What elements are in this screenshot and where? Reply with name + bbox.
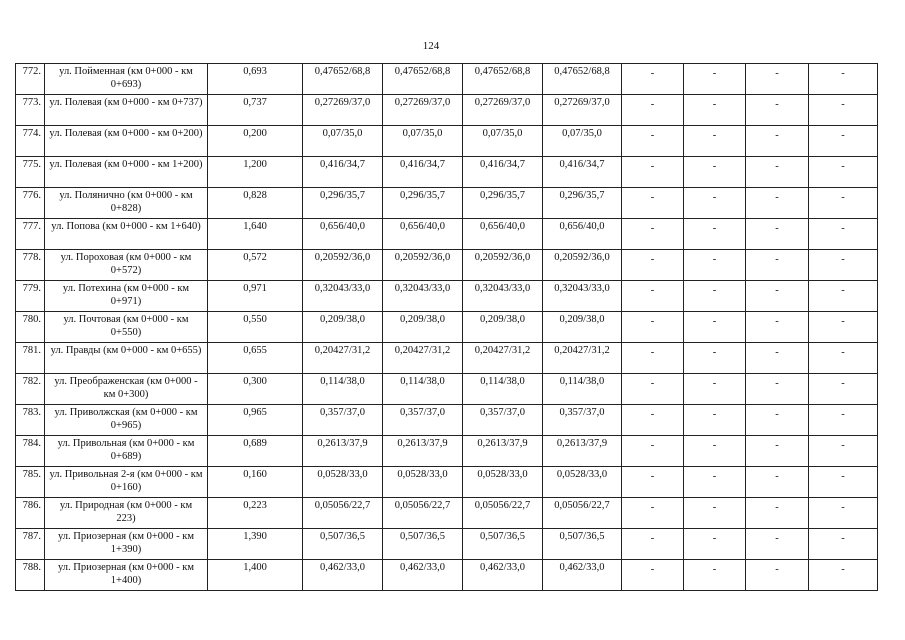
- empty-value-2: -: [684, 498, 746, 529]
- value-2: 0,2613/37,9: [383, 436, 463, 467]
- table-row: [16, 405, 878, 436]
- empty-value-3: -: [746, 126, 809, 157]
- length-km: 0,971: [208, 281, 303, 312]
- value-3: 0,20427/31,2: [463, 343, 543, 374]
- table-row: [16, 281, 878, 312]
- value-3: 0,296/35,7: [463, 188, 543, 219]
- empty-value-1: -: [622, 126, 684, 157]
- value-4: 0,209/38,0: [543, 312, 622, 343]
- length-km: 0,550: [208, 312, 303, 343]
- empty-value-4: -: [809, 250, 878, 281]
- value-1: 0,416/34,7: [303, 157, 383, 188]
- value-1: 0,2613/37,9: [303, 436, 383, 467]
- value-1: 0,114/38,0: [303, 374, 383, 405]
- value-3: 0,209/38,0: [463, 312, 543, 343]
- empty-value-1: -: [622, 436, 684, 467]
- row-number: 774.: [16, 126, 45, 157]
- value-2: 0,656/40,0: [383, 219, 463, 250]
- street-name: ул. Полевая (км 0+000 - км 0+200): [45, 126, 208, 157]
- value-2: 0,416/34,7: [383, 157, 463, 188]
- value-2: 0,27269/37,0: [383, 95, 463, 126]
- value-2: 0,462/33,0: [383, 560, 463, 591]
- row-number: 777.: [16, 219, 45, 250]
- length-km: 0,737: [208, 95, 303, 126]
- table-row: [16, 95, 878, 126]
- empty-value-2: -: [684, 188, 746, 219]
- empty-value-1: -: [622, 219, 684, 250]
- row-number: 784.: [16, 436, 45, 467]
- length-km: 0,693: [208, 64, 303, 95]
- table-row: [16, 157, 878, 188]
- length-km: 1,200: [208, 157, 303, 188]
- empty-value-1: -: [622, 467, 684, 498]
- value-1: 0,32043/33,0: [303, 281, 383, 312]
- value-4: 0,296/35,7: [543, 188, 622, 219]
- value-3: 0,507/36,5: [463, 529, 543, 560]
- empty-value-1: -: [622, 498, 684, 529]
- value-3: 0,2613/37,9: [463, 436, 543, 467]
- value-1: 0,462/33,0: [303, 560, 383, 591]
- length-km: 0,200: [208, 126, 303, 157]
- empty-value-3: -: [746, 157, 809, 188]
- empty-value-1: -: [622, 529, 684, 560]
- length-km: 0,572: [208, 250, 303, 281]
- value-3: 0,0528/33,0: [463, 467, 543, 498]
- value-3: 0,656/40,0: [463, 219, 543, 250]
- empty-value-4: -: [809, 281, 878, 312]
- empty-value-4: -: [809, 188, 878, 219]
- roads-table: [15, 63, 878, 591]
- empty-value-4: -: [809, 343, 878, 374]
- row-number: 786.: [16, 498, 45, 529]
- value-4: 0,656/40,0: [543, 219, 622, 250]
- value-1: 0,20427/31,2: [303, 343, 383, 374]
- table-row: [16, 436, 878, 467]
- empty-value-4: -: [809, 498, 878, 529]
- value-4: 0,416/34,7: [543, 157, 622, 188]
- value-4: 0,357/37,0: [543, 405, 622, 436]
- table-row: [16, 250, 878, 281]
- value-3: 0,357/37,0: [463, 405, 543, 436]
- empty-value-2: -: [684, 529, 746, 560]
- value-3: 0,462/33,0: [463, 560, 543, 591]
- value-1: 0,507/36,5: [303, 529, 383, 560]
- empty-value-1: -: [622, 95, 684, 126]
- value-1: 0,27269/37,0: [303, 95, 383, 126]
- value-1: 0,47652/68,8: [303, 64, 383, 95]
- value-3: 0,416/34,7: [463, 157, 543, 188]
- street-name: ул. Пороховая (км 0+000 - км 0+572): [45, 250, 208, 281]
- row-number: 781.: [16, 343, 45, 374]
- value-1: 0,05056/22,7: [303, 498, 383, 529]
- street-name: ул. Полевая (км 0+000 - км 0+737): [45, 95, 208, 126]
- table-row: [16, 312, 878, 343]
- street-name: ул. Попова (км 0+000 - км 1+640): [45, 219, 208, 250]
- table-row: [16, 374, 878, 405]
- length-km: 0,223: [208, 498, 303, 529]
- value-2: 0,209/38,0: [383, 312, 463, 343]
- empty-value-1: -: [622, 157, 684, 188]
- empty-value-2: -: [684, 157, 746, 188]
- value-2: 0,20427/31,2: [383, 343, 463, 374]
- street-name: ул. Правды (км 0+000 - км 0+655): [45, 343, 208, 374]
- empty-value-2: -: [684, 126, 746, 157]
- value-4: 0,32043/33,0: [543, 281, 622, 312]
- empty-value-1: -: [622, 374, 684, 405]
- row-number: 776.: [16, 188, 45, 219]
- length-km: 0,160: [208, 467, 303, 498]
- table-row: [16, 560, 878, 591]
- empty-value-2: -: [684, 312, 746, 343]
- table-body: [16, 64, 878, 591]
- row-number: 773.: [16, 95, 45, 126]
- street-name: ул. Привольная 2-я (км 0+000 - км 0+160): [45, 467, 208, 498]
- value-3: 0,07/35,0: [463, 126, 543, 157]
- row-number: 772.: [16, 64, 45, 95]
- value-4: 0,20592/36,0: [543, 250, 622, 281]
- street-name: ул. Потехина (км 0+000 - км 0+971): [45, 281, 208, 312]
- empty-value-1: -: [622, 405, 684, 436]
- street-name: ул. Приволжская (км 0+000 - км 0+965): [45, 405, 208, 436]
- value-1: 0,20592/36,0: [303, 250, 383, 281]
- empty-value-2: -: [684, 250, 746, 281]
- street-name: ул. Привольная (км 0+000 - км 0+689): [45, 436, 208, 467]
- value-3: 0,114/38,0: [463, 374, 543, 405]
- empty-value-3: -: [746, 64, 809, 95]
- value-2: 0,114/38,0: [383, 374, 463, 405]
- value-2: 0,05056/22,7: [383, 498, 463, 529]
- empty-value-4: -: [809, 405, 878, 436]
- length-km: 0,655: [208, 343, 303, 374]
- empty-value-3: -: [746, 312, 809, 343]
- empty-value-1: -: [622, 188, 684, 219]
- empty-value-4: -: [809, 126, 878, 157]
- empty-value-2: -: [684, 467, 746, 498]
- empty-value-3: -: [746, 405, 809, 436]
- street-name: ул. Приозерная (км 0+000 - км 1+400): [45, 560, 208, 591]
- value-1: 0,357/37,0: [303, 405, 383, 436]
- empty-value-1: -: [622, 64, 684, 95]
- value-2: 0,47652/68,8: [383, 64, 463, 95]
- row-number: 778.: [16, 250, 45, 281]
- empty-value-4: -: [809, 64, 878, 95]
- empty-value-1: -: [622, 250, 684, 281]
- value-3: 0,05056/22,7: [463, 498, 543, 529]
- row-number: 783.: [16, 405, 45, 436]
- street-name: ул. Почтовая (км 0+000 - км 0+550): [45, 312, 208, 343]
- empty-value-3: -: [746, 95, 809, 126]
- value-4: 0,2613/37,9: [543, 436, 622, 467]
- value-4: 0,507/36,5: [543, 529, 622, 560]
- value-2: 0,0528/33,0: [383, 467, 463, 498]
- row-number: 785.: [16, 467, 45, 498]
- page-number: 124: [422, 40, 440, 52]
- value-4: 0,114/38,0: [543, 374, 622, 405]
- length-km: 0,965: [208, 405, 303, 436]
- length-km: 1,390: [208, 529, 303, 560]
- table-row: [16, 529, 878, 560]
- empty-value-2: -: [684, 219, 746, 250]
- value-3: 0,32043/33,0: [463, 281, 543, 312]
- table-row: [16, 498, 878, 529]
- value-4: 0,20427/31,2: [543, 343, 622, 374]
- empty-value-2: -: [684, 560, 746, 591]
- row-number: 780.: [16, 312, 45, 343]
- empty-value-2: -: [684, 436, 746, 467]
- value-1: 0,07/35,0: [303, 126, 383, 157]
- empty-value-3: -: [746, 250, 809, 281]
- value-3: 0,27269/37,0: [463, 95, 543, 126]
- empty-value-4: -: [809, 95, 878, 126]
- row-number: 782.: [16, 374, 45, 405]
- value-2: 0,507/36,5: [383, 529, 463, 560]
- value-4: 0,27269/37,0: [543, 95, 622, 126]
- empty-value-2: -: [684, 281, 746, 312]
- row-number: 779.: [16, 281, 45, 312]
- empty-value-4: -: [809, 560, 878, 591]
- table-row: [16, 343, 878, 374]
- value-2: 0,32043/33,0: [383, 281, 463, 312]
- empty-value-1: -: [622, 560, 684, 591]
- table-row: [16, 219, 878, 250]
- value-4: 0,05056/22,7: [543, 498, 622, 529]
- value-2: 0,357/37,0: [383, 405, 463, 436]
- empty-value-2: -: [684, 374, 746, 405]
- empty-value-3: -: [746, 219, 809, 250]
- value-2: 0,07/35,0: [383, 126, 463, 157]
- empty-value-4: -: [809, 436, 878, 467]
- empty-value-2: -: [684, 95, 746, 126]
- value-1: 0,656/40,0: [303, 219, 383, 250]
- table-row: [16, 126, 878, 157]
- street-name: ул. Полянично (км 0+000 - км 0+828): [45, 188, 208, 219]
- empty-value-1: -: [622, 312, 684, 343]
- value-1: 0,209/38,0: [303, 312, 383, 343]
- table-row: [16, 188, 878, 219]
- empty-value-4: -: [809, 467, 878, 498]
- length-km: 1,640: [208, 219, 303, 250]
- length-km: 0,828: [208, 188, 303, 219]
- value-4: 0,07/35,0: [543, 126, 622, 157]
- street-name: ул. Природная (км 0+000 - км 223): [45, 498, 208, 529]
- value-4: 0,462/33,0: [543, 560, 622, 591]
- empty-value-3: -: [746, 560, 809, 591]
- value-1: 0,0528/33,0: [303, 467, 383, 498]
- value-4: 0,47652/68,8: [543, 64, 622, 95]
- value-2: 0,20592/36,0: [383, 250, 463, 281]
- street-name: ул. Приозерная (км 0+000 - км 1+390): [45, 529, 208, 560]
- empty-value-2: -: [684, 343, 746, 374]
- empty-value-4: -: [809, 374, 878, 405]
- street-name: ул. Преображенская (км 0+000 - км 0+300): [45, 374, 208, 405]
- value-4: 0,0528/33,0: [543, 467, 622, 498]
- length-km: 0,689: [208, 436, 303, 467]
- row-number: 787.: [16, 529, 45, 560]
- empty-value-3: -: [746, 498, 809, 529]
- empty-value-4: -: [809, 312, 878, 343]
- row-number: 788.: [16, 560, 45, 591]
- empty-value-3: -: [746, 343, 809, 374]
- empty-value-4: -: [809, 529, 878, 560]
- length-km: 0,300: [208, 374, 303, 405]
- value-3: 0,47652/68,8: [463, 64, 543, 95]
- empty-value-2: -: [684, 64, 746, 95]
- empty-value-3: -: [746, 436, 809, 467]
- empty-value-3: -: [746, 188, 809, 219]
- value-3: 0,20592/36,0: [463, 250, 543, 281]
- table-row: [16, 467, 878, 498]
- empty-value-3: -: [746, 281, 809, 312]
- empty-value-3: -: [746, 374, 809, 405]
- street-name: ул. Пойменная (км 0+000 - км 0+693): [45, 64, 208, 95]
- length-km: 1,400: [208, 560, 303, 591]
- empty-value-1: -: [622, 281, 684, 312]
- value-1: 0,296/35,7: [303, 188, 383, 219]
- empty-value-4: -: [809, 219, 878, 250]
- street-name: ул. Полевая (км 0+000 - км 1+200): [45, 157, 208, 188]
- row-number: 775.: [16, 157, 45, 188]
- empty-value-3: -: [746, 467, 809, 498]
- value-2: 0,296/35,7: [383, 188, 463, 219]
- empty-value-2: -: [684, 405, 746, 436]
- empty-value-3: -: [746, 529, 809, 560]
- empty-value-1: -: [622, 343, 684, 374]
- table-row: [16, 64, 878, 95]
- empty-value-4: -: [809, 157, 878, 188]
